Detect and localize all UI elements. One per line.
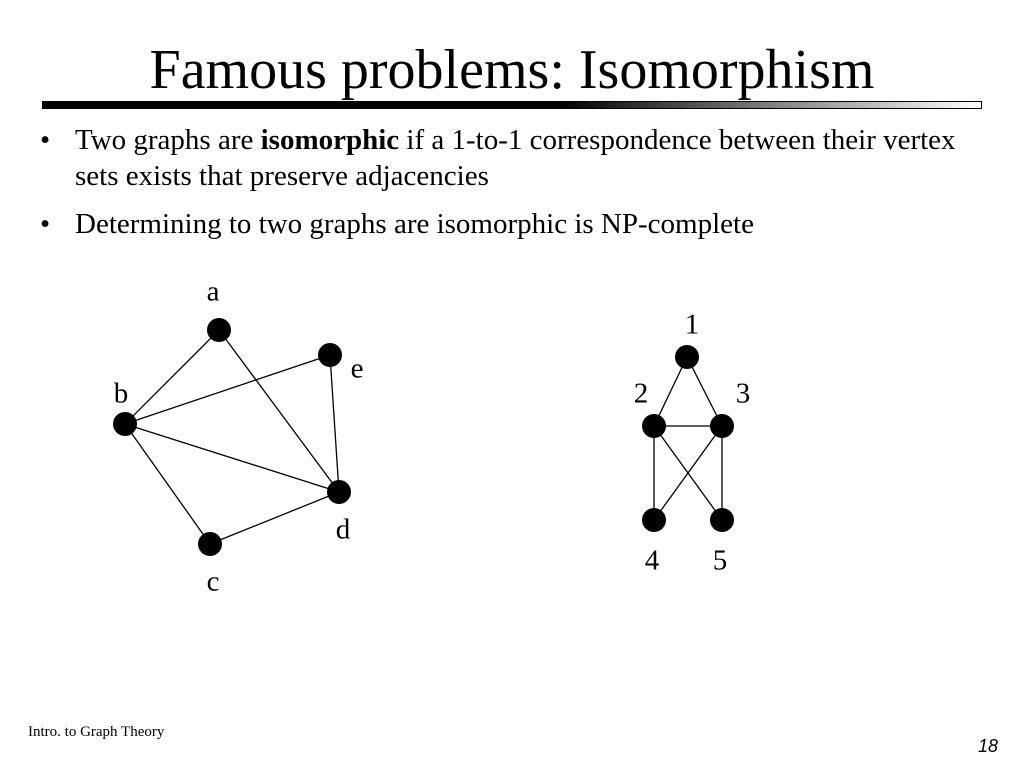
bullet-item: [40, 122, 980, 194]
vertex-e: [318, 343, 342, 367]
vertex-1: [675, 345, 699, 369]
edge-c-d: [210, 492, 339, 544]
edge-a-b: [125, 330, 219, 424]
bullet-text-part: Determining to two graphs are isomorphic is NP-complete: [75, 208, 754, 240]
graph-diagram: [0, 270, 1024, 610]
bullet-text-part: if a 1-to-1 correspondence between their vertex sets exists that preserve adjacencies: [75, 124, 956, 192]
edge-b-e: [125, 355, 330, 424]
vertex-label-5: 5: [712, 544, 728, 577]
vertex-label-d: d: [335, 513, 351, 546]
vertex-5: [710, 508, 734, 532]
edge-e-d: [330, 355, 339, 492]
vertex-a: [207, 318, 231, 342]
vertex-label-e: e: [350, 352, 364, 385]
bullet-icon: •: [40, 208, 51, 240]
vertex-label-c: c: [206, 565, 220, 598]
vertex-3: [710, 414, 734, 438]
vertex-label-1: 1: [684, 308, 700, 341]
graph-numbers: [634, 309, 751, 577]
vertex-d: [327, 480, 351, 504]
vertex-label-4: 4: [644, 544, 660, 577]
bullet-icon: •: [40, 124, 51, 156]
bullet-item: [40, 206, 980, 242]
bullet-list: [40, 122, 980, 254]
edge-b-d: [125, 424, 339, 492]
vertex-label-2: 2: [633, 377, 649, 410]
vertex-b: [113, 412, 137, 436]
edge-b-c: [125, 424, 210, 544]
title-underline: [42, 101, 982, 109]
bullet-text-part: Two graphs are: [75, 124, 261, 156]
footer-course-title: Intro. to Graph Theory: [28, 724, 165, 740]
page-number: 18: [977, 736, 998, 756]
slide-title: Famous problems: Isomorphism: [149, 39, 875, 101]
vertex-label-a: a: [206, 275, 220, 308]
bullet-text-bold: isomorphic: [260, 124, 400, 156]
vertex-c: [198, 532, 222, 556]
vertex-2: [642, 414, 666, 438]
vertex-4: [642, 508, 666, 532]
vertex-label-b: b: [113, 377, 129, 410]
graph-letters: [113, 276, 363, 598]
vertex-label-3: 3: [735, 377, 751, 410]
